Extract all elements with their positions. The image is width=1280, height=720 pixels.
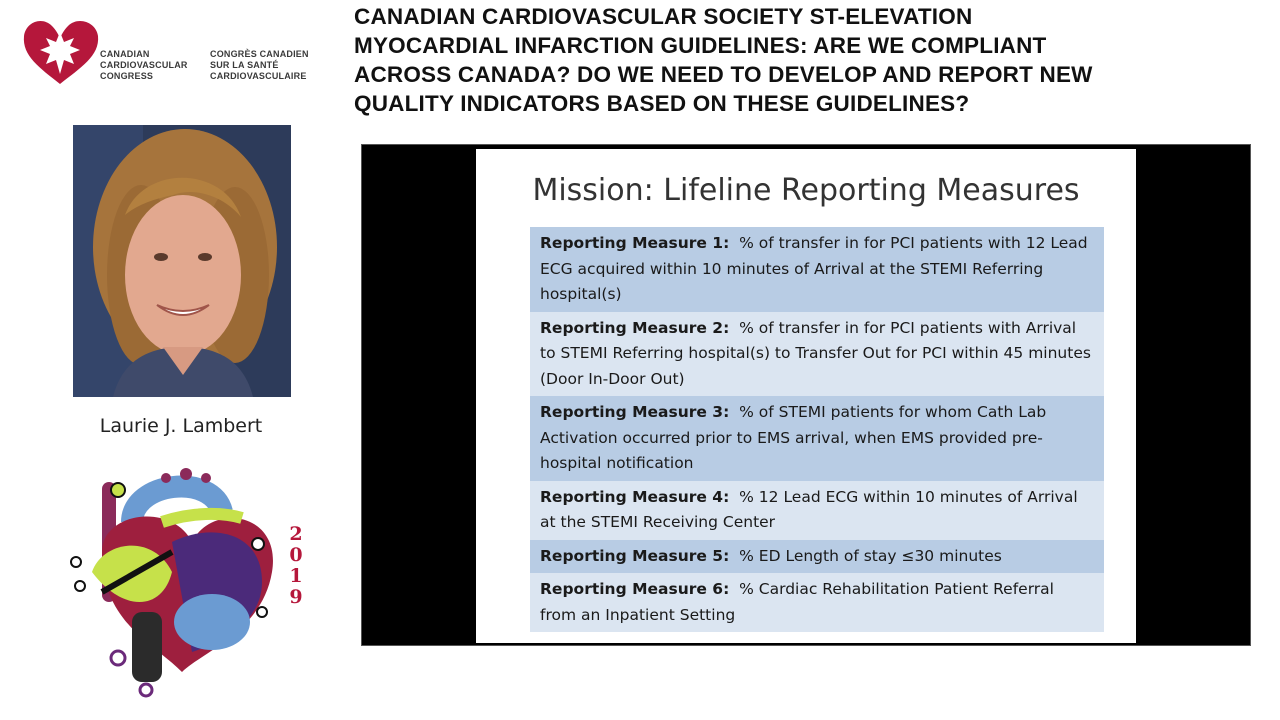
slide-title: Mission: Lifeline Reporting Measures bbox=[532, 173, 1080, 208]
year-digit: 9 bbox=[289, 586, 303, 608]
measure-label: Reporting Measure 5: bbox=[540, 546, 730, 565]
logo-line: CONGRESS bbox=[100, 71, 154, 81]
reporting-measure-1 bbox=[530, 227, 1104, 312]
measure-text: % of transfer in for PCI patients with 12 Lead ECG acquired within 10 minutes of Arrival at the STEMI Referring hospital(s) bbox=[540, 234, 1088, 303]
logo-text-french bbox=[210, 49, 309, 82]
measure-label: Reporting Measure 6: bbox=[540, 580, 730, 598]
measure-label: Reporting Measure 4: bbox=[540, 487, 730, 506]
stylized-heart-icon bbox=[62, 462, 312, 702]
title-line: CANADIAN CARDIOVASCULAR SOCIETY ST-ELEVATION bbox=[354, 4, 973, 29]
logo-line: CARDIOVASCULAIRE bbox=[210, 71, 307, 81]
measure-text: % of STEMI patients for whom Cath Lab Activation occurred prior to EMS arrival, when EMS provided pre-hospital notification bbox=[540, 403, 1047, 472]
measure-text: % ED Length of stay ≤30 minutes bbox=[739, 546, 1002, 565]
reporting-measure-6 bbox=[530, 573, 1104, 632]
logo-line: SUR LA SANTÉ bbox=[210, 60, 279, 70]
measure-text: % of transfer in for PCI patients with Arrival to STEMI Referring hospital(s) to Transfer Out for PCI within 45 minutes (Door In-Door Out) bbox=[540, 318, 1091, 388]
speaker-portrait-icon bbox=[73, 125, 291, 397]
year-digit: 1 bbox=[289, 565, 303, 587]
slide bbox=[476, 149, 1136, 643]
measure-text: % 12 Lead ECG within 10 minutes of Arrival at the STEMI Receiving Center bbox=[540, 487, 1078, 531]
congress-year bbox=[286, 524, 306, 608]
reporting-measure-5 bbox=[530, 540, 1104, 574]
title-line: ACROSS CANADA? DO WE NEED TO DEVELOP AND REPORT NEW bbox=[354, 62, 1093, 87]
measure-label: Reporting Measure 2: bbox=[540, 318, 730, 337]
year-digit: 2 bbox=[289, 523, 303, 545]
slide-viewer bbox=[362, 145, 1250, 645]
speaker-photo bbox=[73, 125, 291, 397]
logo-line: CARDIOVASCULAR bbox=[100, 60, 188, 70]
reporting-measure-3 bbox=[530, 396, 1104, 481]
measure-label: Reporting Measure 1: bbox=[540, 234, 730, 252]
title-line: MYOCARDIAL INFARCTION GUIDELINES: ARE WE COMPLIANT bbox=[354, 33, 1047, 58]
logo-text-english bbox=[100, 49, 188, 82]
reporting-measures-list bbox=[530, 227, 1104, 632]
reporting-measure-4 bbox=[530, 481, 1104, 540]
measure-label: Reporting Measure 3: bbox=[540, 403, 730, 421]
year-digit: 0 bbox=[289, 544, 303, 566]
speaker-name: Laurie J. Lambert bbox=[99, 415, 263, 437]
logo-line: CONGRÈS CANADIEN bbox=[210, 49, 309, 59]
congress-logo bbox=[20, 16, 330, 96]
logo-line: CANADIAN bbox=[100, 49, 150, 59]
presentation-title bbox=[354, 2, 1264, 118]
title-line: QUALITY INDICATORS BASED ON THESE GUIDELINES? bbox=[354, 91, 970, 116]
reporting-measure-2 bbox=[530, 312, 1104, 397]
measure-text: % Cardiac Rehabilitation Patient Referral from an Inpatient Setting bbox=[540, 580, 1054, 624]
maple-heart-icon bbox=[20, 16, 100, 88]
congress-heart-art bbox=[62, 462, 312, 702]
